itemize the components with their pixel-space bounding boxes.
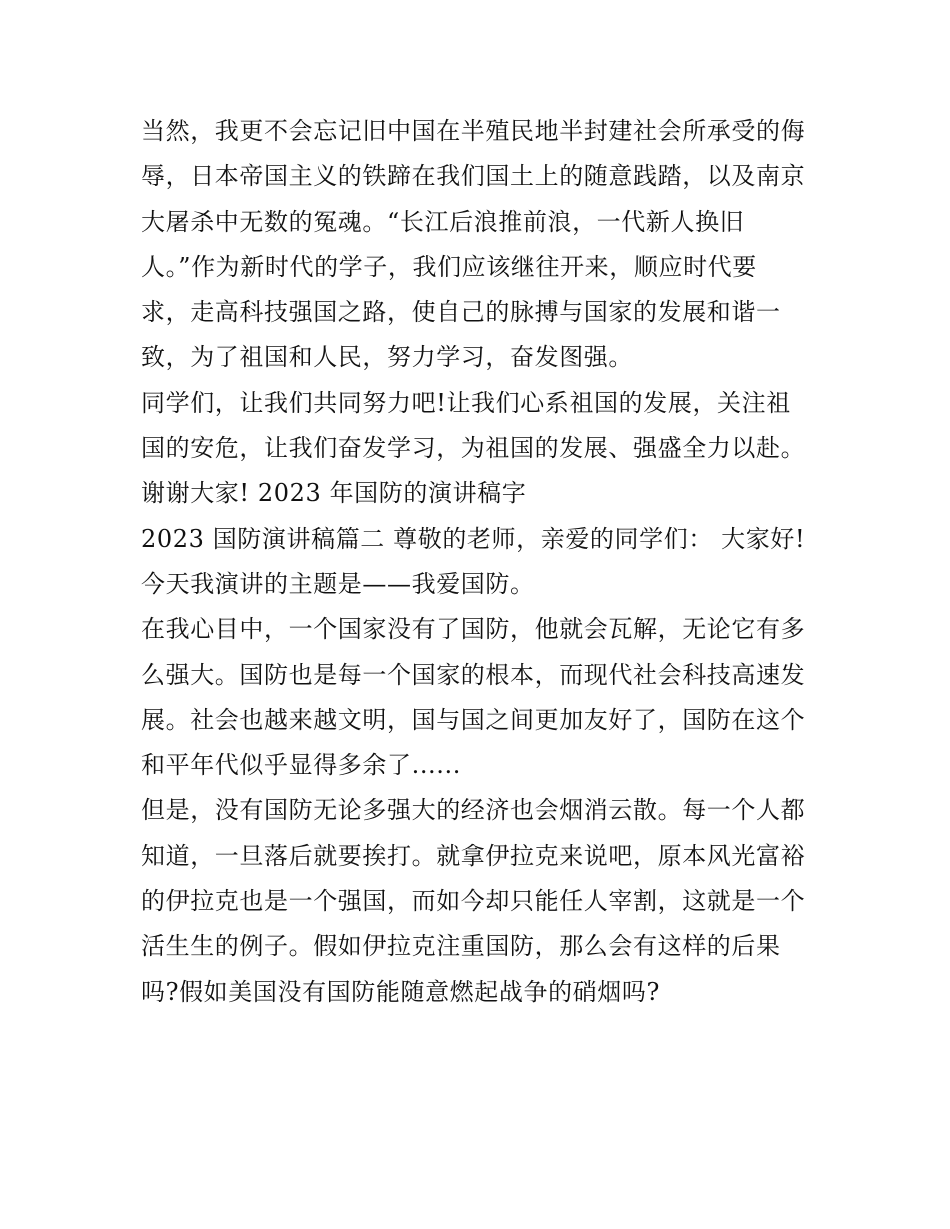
text-line-13: 么强大。国防也是每一个国家的根本，而现代社会科技高速发 — [141, 660, 806, 689]
text-line-3: 大屠杀中无数的冤魂。“长江后浪推前浪，一代新人换旧 — [141, 207, 745, 236]
text-line-6: 致，为了祖国和人民，努力学习，奋发图强。 — [141, 343, 633, 372]
text-line-17: 知道，一旦落后就要挨打。就拿伊拉克来说吧，原本风光富裕 — [141, 841, 806, 870]
text-line-16: 但是，没有国防无论多强大的经济也会烟消云散。每一个人都 — [141, 796, 806, 825]
text-line-12: 在我心目中，一个国家没有了国防，他就会瓦解，无论它有多 — [141, 615, 806, 644]
text-line-18: 的伊拉克也是一个强国，而如今却只能任人宰割，这就是一个 — [141, 887, 806, 916]
text-line-20: 吗?假如美国没有国防能随意燃起战争的硝烟吗? — [141, 977, 660, 1006]
text-line-2: 辱，日本帝国主义的铁蹄在我们国土上的随意践踏，以及南京 — [141, 162, 806, 191]
document-body — [141, 109, 821, 1015]
text-line-10: 2023 国防演讲稿篇二 尊敬的老师，亲爱的同学们： 大家好! — [141, 524, 806, 553]
text-line-4: 人。”作为新时代的学子，我们应该继往开来，顺应时代要 — [141, 252, 757, 281]
text-line-15: 和平年代似乎显得多余了...... — [141, 751, 461, 780]
text-line-9: 谢谢大家! 2023 年国防的演讲稿字 — [141, 479, 527, 508]
text-line-11: 今天我演讲的主题是——我爱国防。 — [141, 569, 535, 598]
text-line-7: 同学们，让我们共同努力吧!让我们心系祖国的发展，关注祖 — [141, 388, 791, 417]
text-line-8: 国的安危，让我们奋发学习，为祖国的发展、强盛全力以赴。 — [141, 434, 806, 463]
text-line-1: 当然，我更不会忘记旧中国在半殖民地半封建社会所承受的侮 — [141, 117, 806, 145]
text-line-19: 活生生的例子。假如伊拉克注重国防，那么会有这样的后果 — [141, 932, 781, 961]
text-line-5: 求，走高科技强国之路，使自己的脉搏与国家的发展和谐一 — [141, 298, 781, 327]
text-line-14: 展。社会也越来越文明，国与国之间更加友好了，国防在这个 — [141, 705, 806, 734]
